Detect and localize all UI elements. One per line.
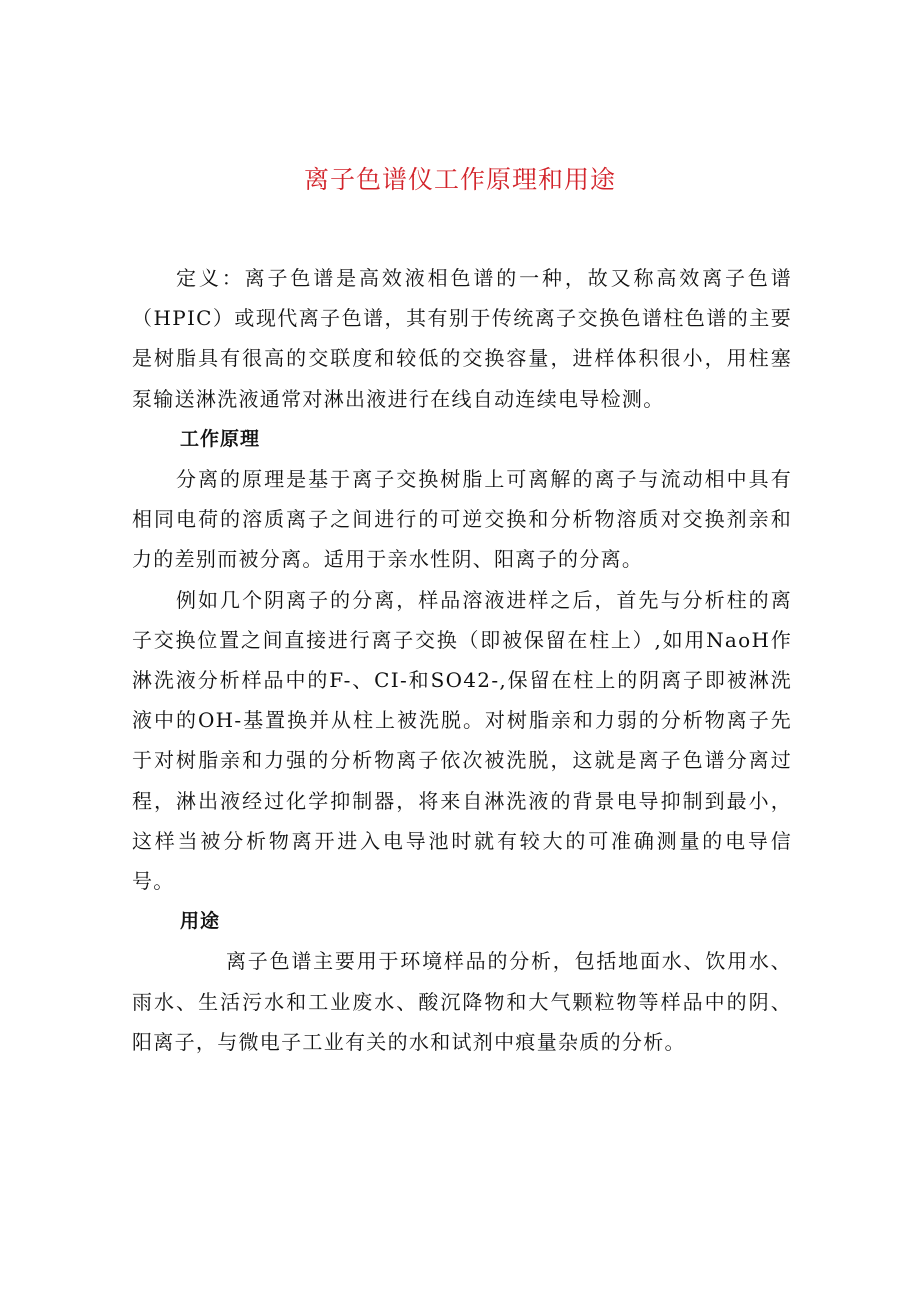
document-body: [132, 258, 792, 1062]
principle-paragraph-1: 分离的原理是基于离子交换树脂上可离解的离子与流动相中具有相同电荷的溶质离子之间进行的可逆交换和分析物溶质对交换剂亲和力的差别而被分离。适用于亲水性阴、阳离子的分离。: [132, 467, 792, 572]
principle-heading: 工作原理: [180, 427, 261, 450]
document-title: 离子色谱仪工作原理和用途: [303, 165, 616, 194]
uses-heading: 用途: [180, 910, 221, 933]
principle-paragraph-2: 例如几个阴离子的分离，样品溶液进样之后，首先与分析柱的离子交换位置之间直接进行离子交换（即被保留在柱上）,如用NaoH作淋洗液分析样品中的F-、CI-和SO42-,保留在柱上的阴离子即被淋洗液中的OH-基置换并从柱上被洗脱。对树脂亲和力弱的分析物离子先于对树脂亲和力强的分析物离子依次被洗脱，这就是离子色谱分离过程，淋出液经过化学抑制器，将来自淋洗液的背景电导抑制到最小，这样当被分析物离开进入电导池时就有较大的可准确测量的电导信号。: [132, 587, 792, 894]
uses-paragraph: 离子色谱主要用于环境样品的分析，包括地面水、饮用水、雨水、生活污水和工业废水、酸沉降物和大气颗粒物等样品中的阴、阳离子，与微电子工业有关的水和试剂中痕量杂质的分析。: [132, 949, 792, 1054]
definition-paragraph: 定义：离子色谱是高效液相色谱的一种，故又称高效离子色谱（HPIC）或现代离子色谱，其有别于传统离子交换色谱柱色谱的主要是树脂具有很高的交联度和较低的交换容量，进样体积很小，用柱塞泵输送淋洗液通常对淋出液进行在线自动连续电导检测。: [132, 266, 792, 411]
